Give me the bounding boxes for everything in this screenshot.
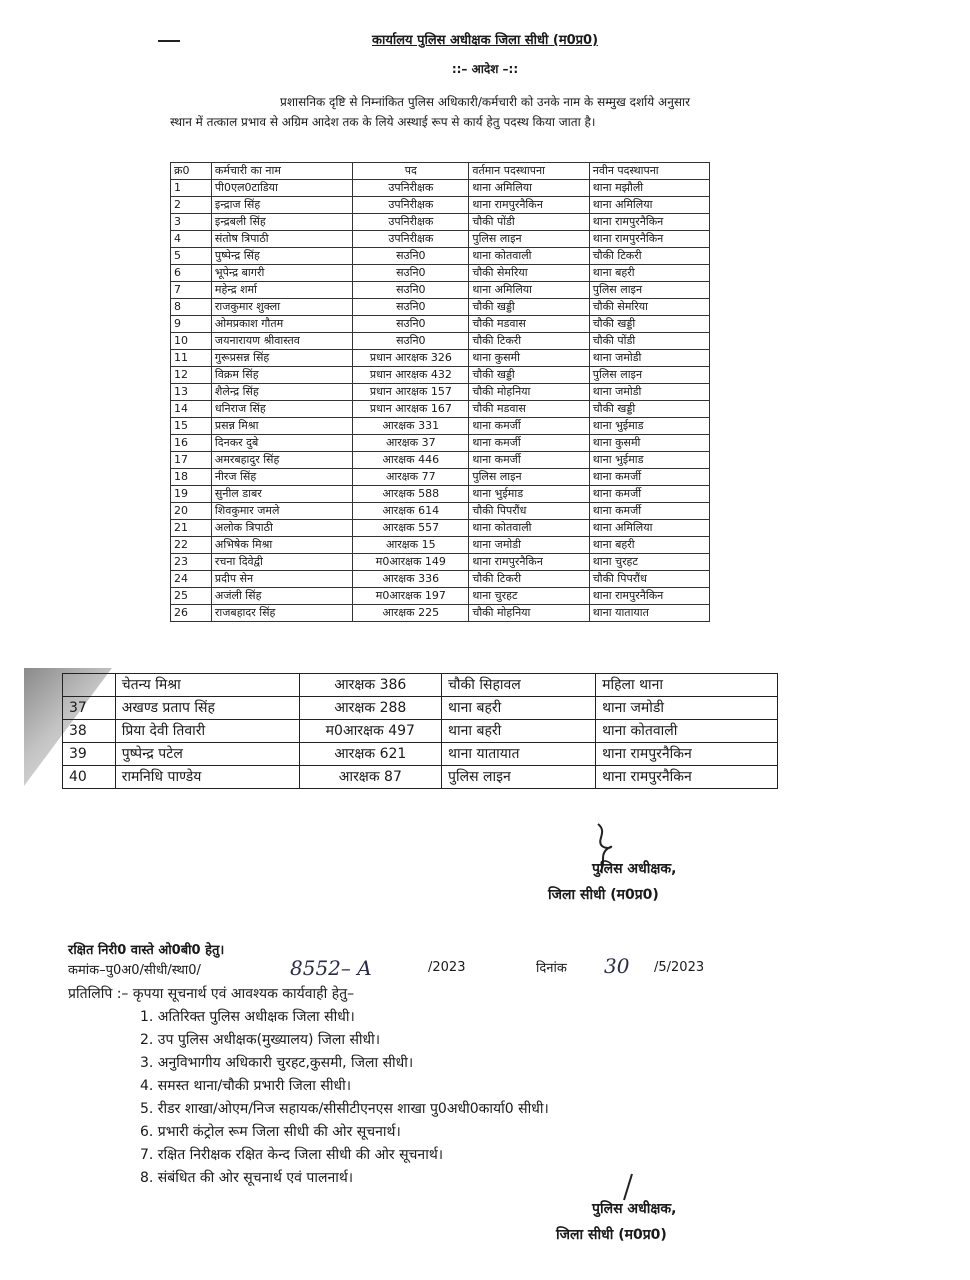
cell-current-posting: चौकी टिकरी [469,333,589,350]
table-row [63,674,778,697]
cell-new-posting: थाना रामपुरनैकिन [589,588,709,605]
table-row [171,248,710,265]
cell-serial: 38 [63,720,116,743]
cell-serial: 14 [171,401,212,418]
cell-serial: 37 [63,697,116,720]
cell-serial: 26 [171,605,212,622]
cell-current-posting: थाना बहरी [442,720,596,743]
cell-name: धनिराज सिंह [211,401,352,418]
cell-new-posting: थाना यातायात [589,605,709,622]
cell-name: गुरूप्रसन्न सिंह [211,350,352,367]
cell-serial: 9 [171,316,212,333]
cell-serial: 24 [171,571,212,588]
cell-new-posting: पुलिस लाइन [589,282,709,299]
cell-current-posting: पुलिस लाइन [442,766,596,789]
cell-name: पुष्पेन्द्र सिंह [211,248,352,265]
cell-new-posting: थाना रामपुरनैकिन [596,766,778,789]
table-header-row [171,163,710,180]
cell-serial: 3 [171,214,212,231]
cell-new-posting: पुलिस लाइन [589,367,709,384]
cell-current-posting: थाना यातायात [442,743,596,766]
copy-list-item: 5. रीडर शाखा/ओएम/निज सहायक/सीसीटीएनएस शाखा पु0अधी0कार्या0 सीधी। [140,1101,549,1117]
cell-serial: 17 [171,452,212,469]
cell-serial: 5 [171,248,212,265]
signatory-title: पुलिस अधीक्षक, [592,861,677,877]
cell-current-posting: चौकी सेमरिया [469,265,589,282]
cell-serial: 40 [63,766,116,789]
cell-rank: प्रधान आरक्षक 326 [353,350,469,367]
cell-current-posting: चौकी मडवास [469,316,589,333]
cell-rank: सउनि0 [353,333,469,350]
col-header: पद [353,163,469,180]
table-row [171,350,710,367]
table-row [171,282,710,299]
cell-name: अजंली सिंह [211,588,352,605]
table-row [171,571,710,588]
cell-current-posting: थाना कमर्जी [469,418,589,435]
cell-rank: आरक्षक 386 [299,674,441,697]
table-row [171,605,710,622]
reference-line [68,954,768,982]
cell-current-posting: चौकी मडवास [469,401,589,418]
cell-name: संतोष त्रिपाठी [211,231,352,248]
cell-name: शिवकुमार जमले [211,503,352,520]
table-row [171,452,710,469]
order-intro: प्रशासनिक दृष्टि से निम्नांकित पुलिस अधिकारी/कर्मचारी को उनके नाम के सम्मुख दर्शाये अनुसार स्थान में तत्काल प्रभाव से अग्रिम आदेश तक के लिये अस्थाई रूप से कार्य हेतु पदस्थ किया जाता है। [170,95,690,129]
copy-intro: प्रतिलिपि :– कृपया सूचनार्थ एवं आवश्यक कार्यवाही हेतु– [68,986,355,1002]
cell-name: नीरज सिंह [211,469,352,486]
cell-new-posting: थाना कमर्जी [589,486,709,503]
transfer-table-top [170,162,710,622]
cell-new-posting: थाना अमिलिया [589,520,709,537]
cell-new-posting: चौकी पोंडी [589,333,709,350]
cell-new-posting: थाना रामपुरनैकिन [589,231,709,248]
copy-list [140,1006,549,1190]
copy-list-item: 2. उप पुलिस अधीक्षक(मुख्यालय) जिला सीधी। [140,1032,381,1048]
table-row [171,316,710,333]
col-header: कर्मचारी का नाम [211,163,352,180]
col-header: नवीन पदस्थापना [589,163,709,180]
cell-new-posting: थाना कुसमी [589,435,709,452]
cell-serial: 8 [171,299,212,316]
cell-current-posting: चौकी सिहावल [442,674,596,697]
cell-current-posting: चौकी मोहनिया [469,384,589,401]
cell-current-posting: चौकी मोहनिया [469,605,589,622]
cell-current-posting: थाना कोतवाली [469,248,589,265]
cell-serial: 11 [171,350,212,367]
cell-rank: आरक्षक 446 [353,452,469,469]
cell-current-posting: थाना भुईमाड [469,486,589,503]
cell-serial: 12 [171,367,212,384]
cell-name: राजकुमार शुक्ला [211,299,352,316]
cell-new-posting: थाना जमोडी [589,350,709,367]
table-row [171,180,710,197]
table-row [171,520,710,537]
cell-rank: आरक्षक 331 [353,418,469,435]
cell-name: रचना दिवेद्वी [211,554,352,571]
cell-current-posting: थाना अमिलिया [469,180,589,197]
cell-new-posting: चौकी टिकरी [589,248,709,265]
cell-serial: 6 [171,265,212,282]
table-row [171,299,710,316]
cell-current-posting: थाना रामपुरनैकिन [469,197,589,214]
cell-serial: 7 [171,282,212,299]
table-row [171,486,710,503]
ref-year: /2023 [428,960,466,975]
cell-new-posting: चौकी खड्डी [589,316,709,333]
cell-new-posting: थाना कमर्जी [589,503,709,520]
cell-current-posting: चौकी खड्डी [469,367,589,384]
cell-name: अभिषेक मिश्रा [211,537,352,554]
table-row [171,384,710,401]
cell-name: पुष्पेन्द्र पटेल [115,743,299,766]
cell-rank: उपनिरीक्षक [353,231,469,248]
cell-rank: आरक्षक 37 [353,435,469,452]
office-title: कार्यालय पुलिस अधीक्षक जिला सीधी (म0प्र0) [371,33,599,48]
table-row [171,231,710,248]
cell-serial: 16 [171,435,212,452]
cell-name: प्रिया देवी तिवारी [115,720,299,743]
cell-rank: आरक्षक 225 [353,605,469,622]
cell-rank: प्रधान आरक्षक 157 [353,384,469,401]
ref-prefix: कमांक–पु0अ0/सीधी/स्था0/ [68,963,201,978]
cell-current-posting: पुलिस लाइन [469,469,589,486]
copy-list-item: 1. अतिरिक्त पुलिस अधीक्षक जिला सीधी। [140,1009,355,1025]
cell-serial: 22 [171,537,212,554]
cell-name: इन्द्रबली सिंह [211,214,352,231]
cell-new-posting: थाना कमर्जी [589,469,709,486]
cell-rank: प्रधान आरक्षक 432 [353,367,469,384]
cell-current-posting: थाना कोतवाली [469,520,589,537]
cell-name: जयनारायण श्रीवास्तव [211,333,352,350]
cell-current-posting: थाना कुसमी [469,350,589,367]
cell-rank: आरक्षक 336 [353,571,469,588]
cell-rank: आरक्षक 87 [299,766,441,789]
office-line: रक्षित निरी0 वास्ते ओ0बी0 हेतु। [68,943,225,958]
cell-serial: 18 [171,469,212,486]
cell-name: अमरबहादुर सिंह [211,452,352,469]
cell-name: शैलेन्द्र सिंह [211,384,352,401]
cell-current-posting: चौकी पोंडी [469,214,589,231]
cell-new-posting: थाना भुईमाड [589,452,709,469]
cell-rank: प्रधान आरक्षक 167 [353,401,469,418]
copy-list-item: 8. संबंधित की ओर सूचनार्थ एवं पालनार्थ। [140,1170,354,1186]
cell-rank: म0आरक्षक 149 [353,554,469,571]
table-row [171,469,710,486]
cell-new-posting: महिला थाना [596,674,778,697]
cell-new-posting: थाना मझौली [589,180,709,197]
cell-new-posting: थाना भुईमाड [589,418,709,435]
cell-name: इन्द्राज सिंह [211,197,352,214]
cell-new-posting: चौकी सेमरिया [589,299,709,316]
table-row [171,435,710,452]
cell-rank: म0आरक्षक 497 [299,720,441,743]
date-day: 30 [604,954,630,978]
cell-rank: सउनि0 [353,265,469,282]
cell-name: रामनिधि पाण्डेय [115,766,299,789]
cell-name: भूपेन्द्र बागरी [211,265,352,282]
cell-name: विक्रम सिंह [211,367,352,384]
cell-rank: आरक्षक 614 [353,503,469,520]
cell-serial [63,674,116,697]
cell-new-posting: थाना जमोडी [596,697,778,720]
cell-rank: म0आरक्षक 197 [353,588,469,605]
cell-rank: सउनि0 [353,299,469,316]
table-row [171,401,710,418]
date-rest: /5/2023 [654,960,705,975]
cell-rank: सउनि0 [353,282,469,299]
cell-rank: उपनिरीक्षक [353,180,469,197]
cell-name: सुनील डाबर [211,486,352,503]
cell-current-posting: चौकी खड्डी [469,299,589,316]
cell-current-posting: थाना रामपुरनैकिन [469,554,589,571]
cell-rank: आरक्षक 588 [353,486,469,503]
cell-serial: 10 [171,333,212,350]
cell-rank: आरक्षक 557 [353,520,469,537]
cell-serial: 1 [171,180,212,197]
cell-rank: उपनिरीक्षक [353,197,469,214]
cell-name: दिनकर दुबे [211,435,352,452]
copy-list-item: 4. समस्त थाना/चौकी प्रभारी जिला सीधी। [140,1078,351,1094]
cell-current-posting: चौकी टिकरी [469,571,589,588]
cell-name: अलोक त्रिपाठी [211,520,352,537]
signatory-district: जिला सीधी (म0प्र0) [548,887,659,903]
cell-serial: 13 [171,384,212,401]
cell-current-posting: थाना कमर्जी [469,452,589,469]
cell-new-posting: चौकी खड्डी [589,401,709,418]
cell-name: ओमप्रकाश गौतम [211,316,352,333]
table-row [171,588,710,605]
cell-current-posting: चौकी पिपरौंध [469,503,589,520]
cell-serial: 2 [171,197,212,214]
cell-name: प्रदीप सेन [211,571,352,588]
col-header: वर्तमान पदस्थापना [469,163,589,180]
cell-current-posting: थाना बहरी [442,697,596,720]
cell-new-posting: थाना कोतवाली [596,720,778,743]
table-row [171,537,710,554]
cell-rank: आरक्षक 77 [353,469,469,486]
table-row [63,766,778,789]
table-row [171,418,710,435]
cell-current-posting: थाना जमोडी [469,537,589,554]
copy-list-item: 6. प्रभारी कंट्रोल रूम जिला सीधी की ओर सूचनार्थ। [140,1124,401,1140]
cell-current-posting: थाना चुरहट [469,588,589,605]
cell-rank: आरक्षक 288 [299,697,441,720]
cell-rank: सउनि0 [353,248,469,265]
cell-name: महेन्द्र शर्मा [211,282,352,299]
table-row [63,720,778,743]
cell-new-posting: थाना बहरी [589,265,709,282]
cell-current-posting: थाना कमर्जी [469,435,589,452]
cell-new-posting: थाना जमोडी [589,384,709,401]
cell-new-posting: थाना बहरी [589,537,709,554]
table-row [171,367,710,384]
table-row [171,554,710,571]
ref-number: 8552– A [290,956,372,980]
cell-new-posting: थाना अमिलिया [589,197,709,214]
table-row [171,197,710,214]
copy-list-item: 7. रक्षित निरीक्षक रक्षित केन्द जिला सीधी की ओर सूचनार्थ। [140,1147,444,1163]
table-row [63,743,778,766]
cell-name: पी0एल0टाडिया [211,180,352,197]
cell-rank: सउनि0 [353,316,469,333]
cell-serial: 25 [171,588,212,605]
cell-name: चेतन्य मिश्रा [115,674,299,697]
signatory-block-1 [548,856,676,908]
table-row [171,333,710,350]
order-heading: ::– आदेश –:: [451,62,519,76]
cell-serial: 4 [171,231,212,248]
cell-serial: 15 [171,418,212,435]
signatory-district: जिला सीधी (म0प्र0) [556,1227,667,1243]
cell-serial: 20 [171,503,212,520]
cell-current-posting: पुलिस लाइन [469,231,589,248]
cell-rank: उपनिरीक्षक [353,214,469,231]
cell-serial: 19 [171,486,212,503]
cell-name: प्रसन्न मिश्रा [211,418,352,435]
col-header: क्र0 [171,163,212,180]
cell-current-posting: थाना अमिलिया [469,282,589,299]
signatory-block-2 [556,1196,676,1248]
table-row [171,503,710,520]
date-label: दिनांक [536,961,567,976]
cell-rank: आरक्षक 15 [353,537,469,554]
cell-new-posting: थाना चुरहट [589,554,709,571]
cell-new-posting: चौकी पिपरौंध [589,571,709,588]
table-row [171,214,710,231]
cell-name: राजबहादर सिंह [211,605,352,622]
cell-new-posting: थाना रामपुरनैकिन [589,214,709,231]
cell-serial: 39 [63,743,116,766]
cell-new-posting: थाना रामपुरनैकिन [596,743,778,766]
signatory-title: पुलिस अधीक्षक, [592,1201,677,1217]
copy-list-item: 3. अनुविभागीय अधिकारी चुरहट,कुसमी, जिला सीधी। [140,1055,414,1071]
table-row [63,697,778,720]
cell-name: अखण्ड प्रताप सिंह [115,697,299,720]
transfer-table-bottom [62,673,778,789]
cell-serial: 23 [171,554,212,571]
table-row [171,265,710,282]
cell-serial: 21 [171,520,212,537]
cell-rank: आरक्षक 621 [299,743,441,766]
